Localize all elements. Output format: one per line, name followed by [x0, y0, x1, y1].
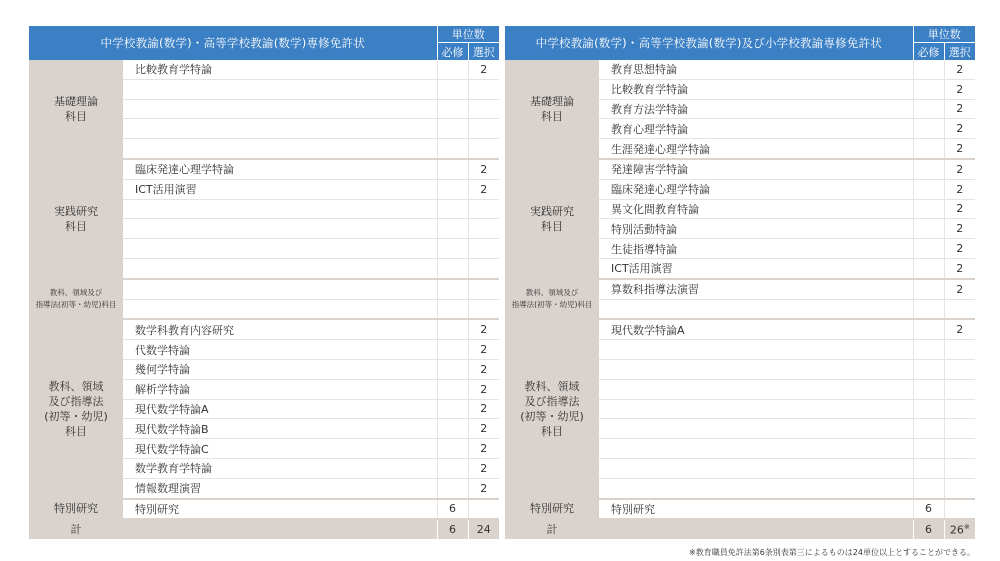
table-row	[29, 279, 499, 299]
elective-credits	[468, 239, 499, 259]
elective-credits: 2	[468, 340, 499, 360]
elective-credits: 2	[944, 179, 975, 199]
category-label-line: 教科、領域及び	[49, 288, 103, 298]
category-label-line: 実践研究	[54, 204, 98, 218]
elective-credits	[468, 119, 499, 139]
required-credits	[913, 219, 944, 239]
table-row	[505, 60, 975, 79]
elective-credits: 2	[944, 159, 975, 179]
required-credits	[913, 258, 944, 278]
elective-credits: 2	[944, 239, 975, 259]
category-label-line: 科目	[65, 219, 87, 233]
course-name: 教育思想特論	[599, 60, 913, 79]
required-credits: 6	[437, 499, 468, 520]
elective-credits	[944, 379, 975, 399]
required-credits: 6	[913, 499, 944, 520]
course-name: ICT活用演習	[599, 258, 913, 278]
license-tables	[29, 26, 975, 558]
elective-credits	[944, 419, 975, 439]
elective-credits	[944, 340, 975, 360]
category-label-line: 科目	[65, 424, 87, 438]
required-credits	[913, 179, 944, 199]
course-name: 生徒指導特論	[599, 239, 913, 259]
required-credits	[913, 199, 944, 219]
required-credits	[913, 419, 944, 439]
required-credits	[437, 340, 468, 360]
course-name	[123, 99, 437, 119]
course-name: 現代数学特論A	[123, 399, 437, 419]
total-required: 6	[437, 519, 468, 539]
table-row	[29, 159, 499, 179]
elective-credits: 2	[468, 379, 499, 399]
required-credits	[913, 399, 944, 419]
table-row	[505, 159, 975, 179]
elective-credits: 2	[944, 199, 975, 219]
required-credits	[437, 119, 468, 139]
course-name: 特別研究	[123, 499, 437, 520]
category-label-line: 科目	[65, 110, 87, 124]
required-credits	[437, 239, 468, 259]
course-name: 数学科教育内容研究	[123, 319, 437, 339]
required-credits	[437, 379, 468, 399]
total-required: 6	[913, 519, 944, 539]
course-name: 教育心理学特論	[599, 119, 913, 139]
table-row	[29, 60, 499, 79]
category-label-line: 特別研究	[54, 502, 98, 516]
category-label	[29, 499, 123, 520]
elective-credits	[468, 258, 499, 278]
course-name: 比較教育学特論	[599, 79, 913, 99]
category-label-line: 及び指導法	[48, 394, 104, 408]
category-label-line: 指導法(初等・幼児)科目	[35, 300, 117, 310]
category-label-line: 科目	[541, 219, 564, 233]
required-credits	[437, 359, 468, 379]
elective-credits: 2	[944, 258, 975, 278]
elective-credits: 2	[944, 60, 975, 79]
required-credits	[913, 458, 944, 478]
total-elective-value: 24	[476, 523, 491, 537]
elective-credits	[468, 219, 499, 239]
course-name	[599, 419, 913, 439]
course-name: ICT活用演習	[123, 179, 437, 199]
category-label-line: 教科、領域	[524, 379, 580, 393]
required-credits	[437, 199, 468, 219]
category-label-line: 実践研究	[530, 204, 575, 218]
unit-count-header: 単位数	[437, 26, 499, 43]
category-label-line: 科目	[541, 110, 564, 124]
footnote: ※教育職員免許法第6条別表第三によるものは24単位以上とすることができる。	[689, 548, 975, 558]
required-credits	[437, 299, 468, 319]
course-name	[123, 139, 437, 159]
table-row	[29, 319, 499, 339]
required-credits	[913, 239, 944, 259]
elective-credits: 2	[468, 159, 499, 179]
course-name: 特別研究	[599, 499, 913, 520]
required-credits	[437, 399, 468, 419]
elective-credits: 2	[944, 119, 975, 139]
required-credits	[437, 179, 468, 199]
total-label: 計	[505, 519, 599, 539]
course-name	[123, 239, 437, 259]
course-name	[123, 299, 437, 319]
required-credits	[913, 439, 944, 459]
category-label	[29, 159, 123, 279]
course-name: 現代数学特論B	[123, 419, 437, 439]
course-name	[123, 258, 437, 278]
course-name: 幾何学特論	[123, 359, 437, 379]
course-name	[123, 119, 437, 139]
course-name	[123, 199, 437, 219]
required-credits	[437, 79, 468, 99]
course-name	[123, 219, 437, 239]
total-elective	[468, 519, 499, 539]
elective-credits: 2	[468, 439, 499, 459]
elective-credits	[468, 279, 499, 299]
table-title: 中学校教諭(数学)・高等学校教諭(数学)及び小学校教諭専修免許状	[505, 26, 913, 60]
category-label-line: 基礎理論	[54, 95, 98, 109]
elective-credits: 2	[944, 219, 975, 239]
required-credits	[913, 159, 944, 179]
total-spacer	[123, 519, 437, 539]
elective-credits: 2	[468, 319, 499, 339]
required-credits	[437, 159, 468, 179]
elective-credits	[468, 199, 499, 219]
elective-credits: 2	[468, 399, 499, 419]
total-elective	[944, 519, 975, 539]
right-license-table	[505, 26, 975, 539]
required-credits	[437, 319, 468, 339]
category-label	[505, 279, 599, 320]
elective-credits: 2	[468, 419, 499, 439]
required-credits	[437, 60, 468, 79]
elective-credits	[944, 399, 975, 419]
course-name: 臨床発達心理学特論	[599, 179, 913, 199]
course-name: 特別活動特論	[599, 219, 913, 239]
course-name	[599, 439, 913, 459]
course-name	[123, 279, 437, 299]
elective-credits	[944, 478, 975, 498]
required-header: 必修	[437, 43, 468, 61]
course-name: 算数科指導法演習	[599, 279, 913, 299]
category-label-line: 指導法(初等・幼児)科目	[511, 300, 593, 310]
elective-credits	[944, 499, 975, 520]
required-credits	[437, 99, 468, 119]
elective-header: 選択	[468, 43, 499, 61]
table-row	[505, 279, 975, 299]
elective-credits: 2	[468, 359, 499, 379]
elective-credits: 2	[468, 179, 499, 199]
course-name	[599, 379, 913, 399]
required-credits	[437, 439, 468, 459]
required-credits	[913, 299, 944, 319]
category-label-line: 科目	[541, 424, 564, 438]
category-label	[505, 319, 599, 498]
category-label	[505, 159, 599, 279]
table-row	[505, 319, 975, 339]
elective-credits	[944, 439, 975, 459]
elective-header: 選択	[944, 43, 975, 61]
category-label-line: (初等・幼児)	[44, 409, 108, 423]
elective-credits: 2	[468, 478, 499, 498]
category-label	[505, 60, 599, 159]
category-label-line: 基礎理論	[530, 95, 575, 109]
course-name	[599, 478, 913, 498]
category-label-line: 教科、領域	[48, 379, 104, 393]
category-label	[505, 499, 599, 520]
course-name	[599, 299, 913, 319]
course-name	[599, 359, 913, 379]
footnote-mark: ※	[963, 522, 970, 531]
category-label-line: 教科、領域及び	[525, 288, 579, 298]
table-row	[29, 499, 499, 520]
required-credits	[913, 340, 944, 360]
course-name: 数学教育学特論	[123, 458, 437, 478]
course-name: 発達障害学特論	[599, 159, 913, 179]
table-title: 中学校教諭(数学)・高等学校教諭(数学)専修免許状	[29, 26, 437, 60]
required-credits	[437, 419, 468, 439]
elective-credits	[944, 458, 975, 478]
course-name	[599, 399, 913, 419]
course-name: 臨床発達心理学特論	[123, 159, 437, 179]
required-header: 必修	[913, 43, 944, 61]
elective-credits	[944, 359, 975, 379]
course-name	[123, 79, 437, 99]
course-name: 教育方法学特論	[599, 99, 913, 119]
elective-credits: 2	[944, 79, 975, 99]
table-row	[505, 499, 975, 520]
course-name: 生涯発達心理学特論	[599, 139, 913, 159]
course-name: 解析学特論	[123, 379, 437, 399]
course-name: 比較教育学特論	[123, 60, 437, 79]
elective-credits	[944, 299, 975, 319]
category-label	[29, 319, 123, 498]
category-label	[29, 60, 123, 159]
required-credits	[437, 219, 468, 239]
category-label	[29, 279, 123, 320]
required-credits	[913, 379, 944, 399]
elective-credits: 2	[944, 279, 975, 299]
required-credits	[913, 60, 944, 79]
course-name: 現代数学特論A	[599, 319, 913, 339]
unit-count-header: 単位数	[913, 26, 975, 43]
course-name: 情報数理演習	[123, 478, 437, 498]
required-credits	[437, 139, 468, 159]
elective-credits: 2	[468, 60, 499, 79]
category-label-line: 及び指導法	[524, 394, 580, 408]
required-credits	[913, 119, 944, 139]
total-label: 計	[29, 519, 123, 539]
category-label-line: (初等・幼児)	[520, 409, 584, 423]
required-credits	[913, 99, 944, 119]
required-credits	[913, 478, 944, 498]
total-elective-value: 26	[949, 523, 964, 537]
required-credits	[437, 458, 468, 478]
total-row	[29, 519, 499, 539]
course-name: 現代数学特論C	[123, 439, 437, 459]
required-credits	[437, 478, 468, 498]
elective-credits	[468, 79, 499, 99]
total-spacer	[599, 519, 913, 539]
course-name	[599, 458, 913, 478]
elective-credits: 2	[944, 139, 975, 159]
elective-credits: 2	[468, 458, 499, 478]
course-name: 異文化間教育特論	[599, 199, 913, 219]
course-name: 代数学特論	[123, 340, 437, 360]
elective-credits	[468, 99, 499, 119]
elective-credits	[468, 499, 499, 520]
elective-credits: 2	[944, 99, 975, 119]
total-row	[505, 519, 975, 539]
required-credits	[913, 79, 944, 99]
elective-credits: 2	[944, 319, 975, 339]
elective-credits	[468, 299, 499, 319]
course-name	[599, 340, 913, 360]
left-license-table	[29, 26, 499, 539]
required-credits	[913, 139, 944, 159]
required-credits	[437, 258, 468, 278]
required-credits	[437, 279, 468, 299]
required-credits	[913, 359, 944, 379]
category-label-line: 特別研究	[530, 502, 575, 516]
elective-credits	[468, 139, 499, 159]
required-credits	[913, 279, 944, 299]
required-credits	[913, 319, 944, 339]
